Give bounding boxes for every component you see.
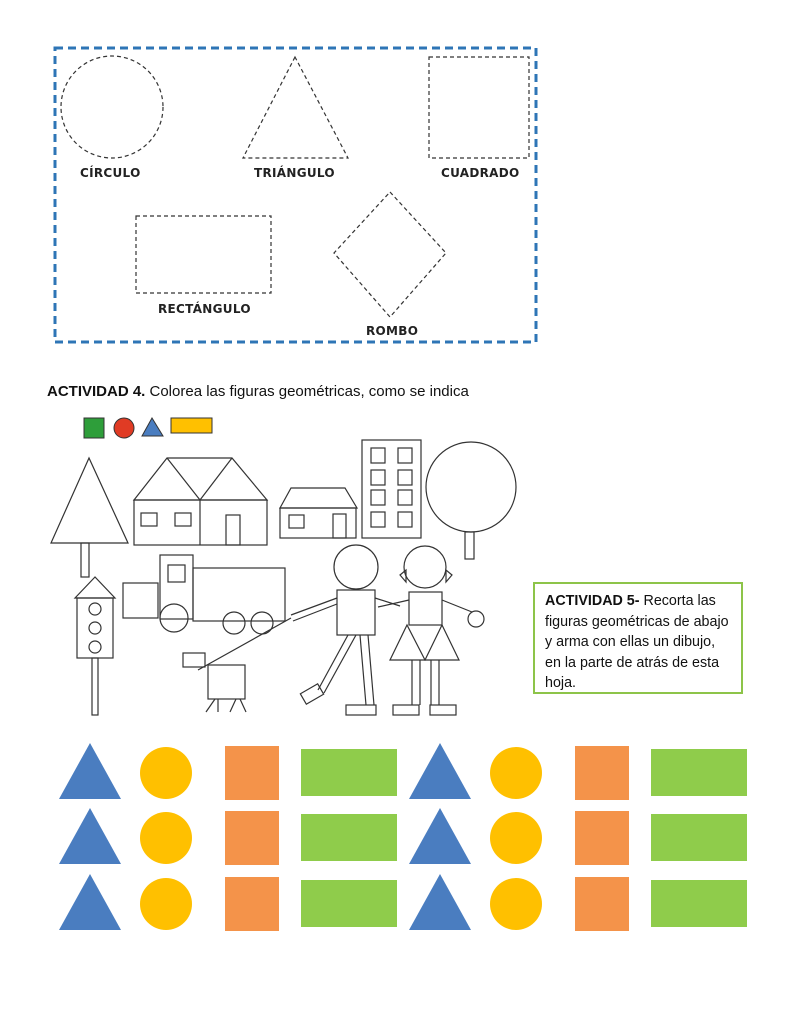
legend-rectangle-yellow — [171, 418, 212, 433]
cutout-square — [575, 811, 629, 865]
activity4-title: ACTIVIDAD 4. — [47, 383, 146, 400]
cutout-rectangle — [301, 814, 397, 861]
dashed-circle — [61, 56, 163, 158]
legend-circle-red — [114, 418, 134, 438]
cutout-square — [225, 877, 279, 931]
label-rectangle: RECTÁNGULO — [158, 302, 251, 316]
activity5-box — [533, 582, 743, 694]
cutout-rectangle — [301, 880, 397, 927]
activity5-title: ACTIVIDAD 5- — [545, 593, 640, 609]
cutout-circle — [490, 812, 542, 864]
scene-drawing — [51, 440, 516, 715]
cutout-rectangle — [651, 880, 747, 927]
cutout-triangle — [409, 808, 471, 864]
cutout-triangle — [409, 874, 471, 930]
cutout-square — [225, 811, 279, 865]
cutout-square — [575, 746, 629, 800]
cutout-triangle — [59, 808, 121, 864]
dashed-square — [429, 57, 529, 158]
cutout-rectangle — [301, 749, 397, 796]
cutout-circle — [140, 747, 192, 799]
activity5-text: Recorta las figuras geométricas de abajo y arma con ellas un dibujo, en la parte de atrás de esta hoja. — [545, 593, 729, 691]
activity4-text: Colorea las figuras geométricas, como se indica — [145, 383, 469, 400]
shapes-frame — [55, 48, 536, 342]
label-rhombus: ROMBO — [366, 324, 419, 338]
cutout-triangle — [409, 743, 471, 799]
cutout-triangle — [59, 874, 121, 930]
legend-triangle-blue — [142, 418, 163, 436]
cutout-triangle — [59, 743, 121, 799]
cutout-rectangle — [651, 814, 747, 861]
cutout-circle — [140, 812, 192, 864]
cutout-square — [575, 877, 629, 931]
cutout-rectangle — [651, 749, 747, 796]
cutout-shapes — [59, 743, 747, 931]
cutout-circle — [140, 878, 192, 930]
cutout-square — [225, 746, 279, 800]
label-square: CUADRADO — [441, 166, 520, 180]
activity4-heading — [47, 383, 469, 400]
cutout-circle — [490, 747, 542, 799]
cutout-circle — [490, 878, 542, 930]
dashed-rhombus — [334, 192, 446, 317]
dashed-triangle — [243, 57, 348, 158]
label-triangle: TRIÁNGULO — [254, 166, 335, 180]
label-circle: CÍRCULO — [80, 166, 141, 180]
legend-square-green — [84, 418, 104, 438]
dashed-rectangle — [136, 216, 271, 293]
